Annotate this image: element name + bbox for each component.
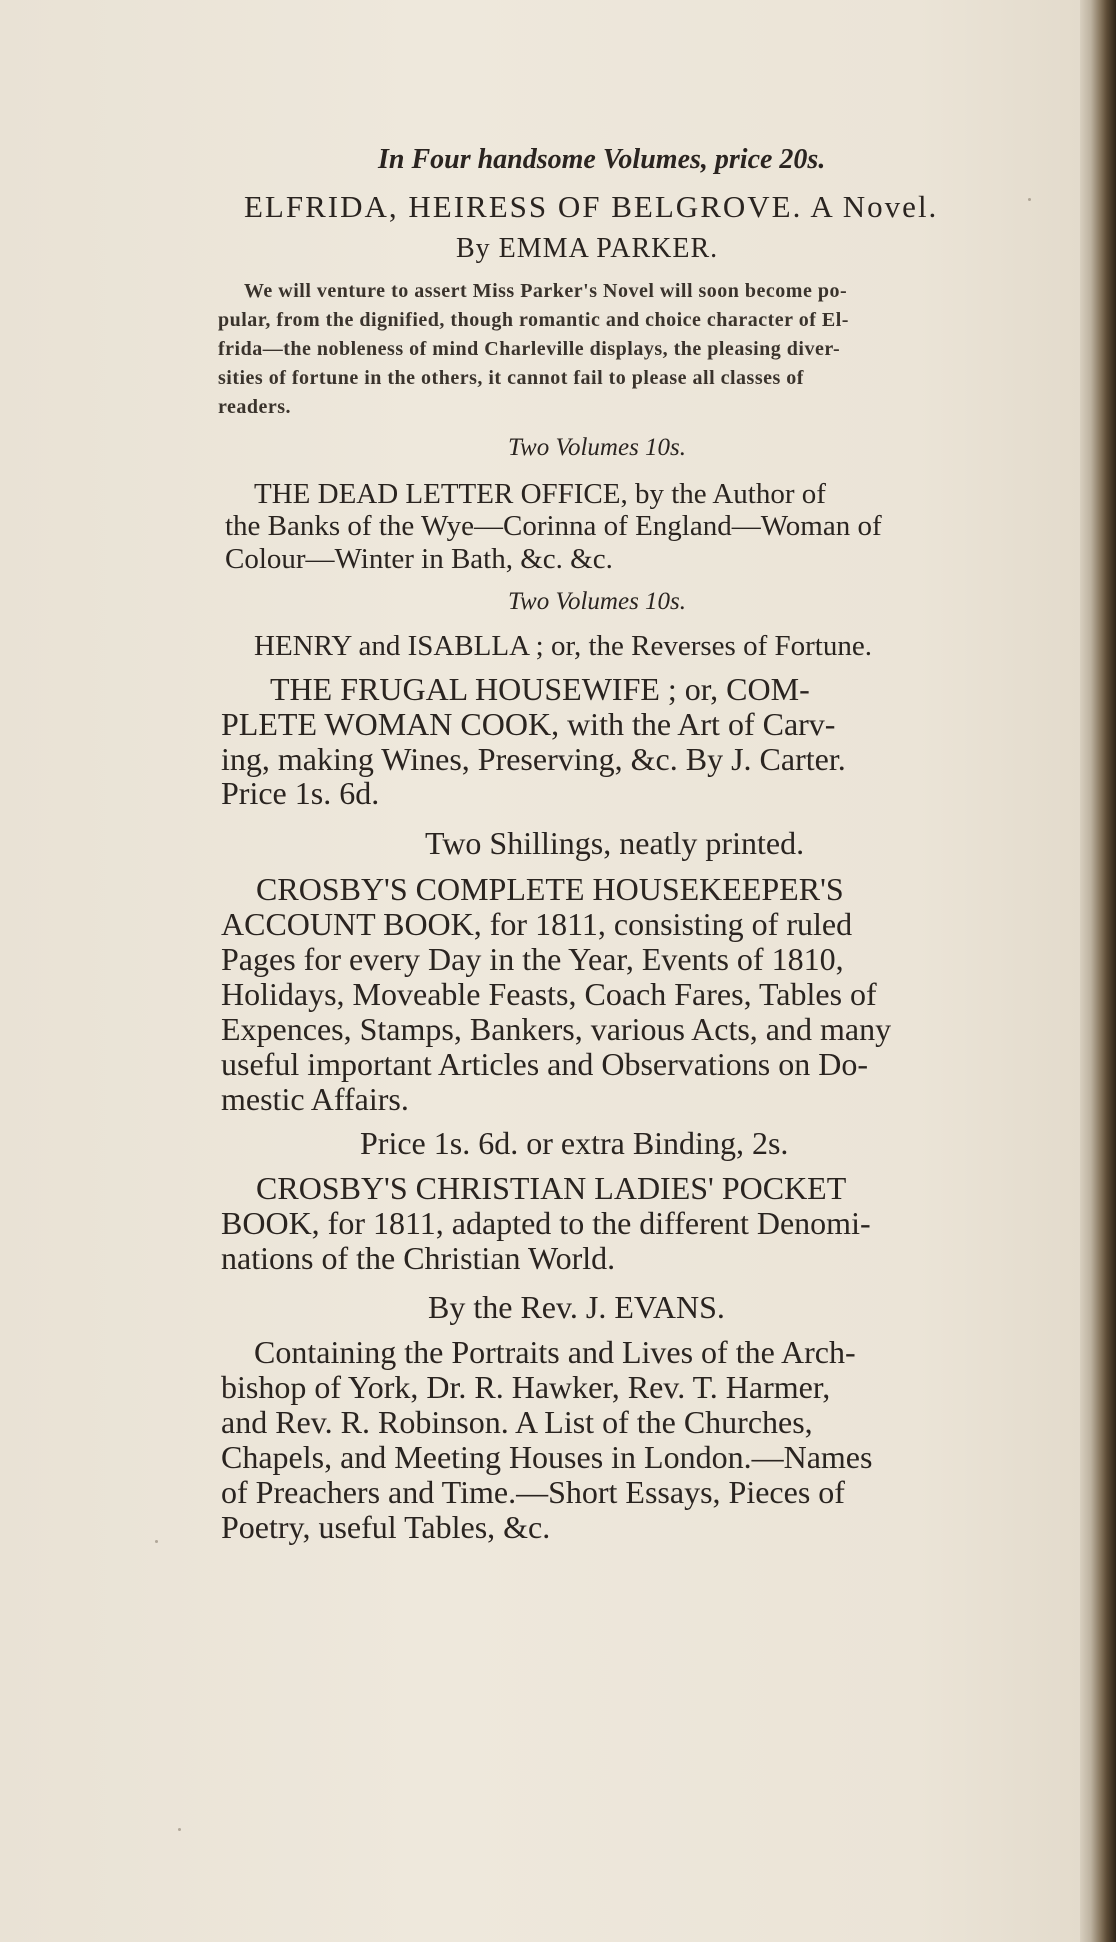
- paper-speck: [1028, 198, 1031, 201]
- paper-speck: [178, 1828, 181, 1831]
- book-description: and Rev. R. Robinson. A List of the Churches,: [221, 1404, 813, 1440]
- volumes-price-heading: In Four handsome Volumes, price 20s.: [378, 144, 826, 175]
- author-line: By the Rev. J. EVANS.: [428, 1289, 725, 1325]
- book-title: HENRY and ISABLLA ; or, the Reverses of Fortune.: [254, 630, 872, 662]
- book-description: ing, making Wines, Preserving, &c. By J. Carter.: [221, 741, 846, 777]
- book-description: BOOK, for 1811, adapted to the different Denomi-: [221, 1205, 871, 1241]
- book-description: bishop of York, Dr. R. Hawker, Rev. T. Harmer,: [221, 1369, 831, 1405]
- volumes-price-heading: Two Volumes 10s.: [508, 434, 687, 461]
- book-title: THE DEAD LETTER OFFICE, by the Author of: [254, 478, 826, 510]
- book-description: nations of the Christian World.: [221, 1240, 616, 1276]
- book-description: ACCOUNT BOOK, for 1811, consisting of ruled: [221, 906, 853, 942]
- price-heading: Price 1s. 6d. or extra Binding, 2s.: [360, 1125, 789, 1161]
- book-title: ELFRIDA, HEIRESS OF BELGROVE. A Novel.: [244, 189, 939, 224]
- paper-speck: [155, 1540, 158, 1543]
- book-description: Holidays, Moveable Feasts, Coach Fares, Tables of: [221, 976, 877, 1012]
- book-description: useful important Articles and Observations on Do-: [221, 1046, 868, 1082]
- book-title: THE FRUGAL HOUSEWIFE ; or, COM-: [270, 671, 810, 707]
- book-description: Expences, Stamps, Bankers, various Acts, and many: [221, 1011, 892, 1047]
- book-description: the Banks of the Wye—Corinna of England—Woman of: [225, 510, 882, 542]
- book-description: Poetry, useful Tables, &c.: [221, 1509, 551, 1545]
- review-line: frida—the nobleness of mind Charleville displays, the pleasing diver-: [218, 338, 841, 360]
- book-description: Colour—Winter in Bath, &c. &c.: [225, 543, 613, 575]
- author-line: By EMMA PARKER.: [456, 233, 719, 264]
- review-line: readers.: [218, 396, 292, 418]
- volumes-price-heading: Two Volumes 10s.: [508, 588, 687, 615]
- book-description: Containing the Portraits and Lives of the Arch-: [254, 1334, 856, 1370]
- page-edge: [1080, 0, 1116, 1942]
- price-heading: Two Shillings, neatly printed.: [425, 825, 805, 861]
- review-line: pular, from the dignified, though romantic and choice character of El-: [218, 309, 849, 331]
- review-line: sities of fortune in the others, it cannot fail to please all classes of: [218, 367, 804, 389]
- book-description: of Preachers and Time.—Short Essays, Pieces of: [221, 1474, 845, 1510]
- review-line: We will venture to assert Miss Parker's Novel will soon become po-: [244, 280, 848, 302]
- book-description: PLETE WOMAN COOK, with the Art of Carv-: [221, 706, 836, 742]
- book-title: CROSBY'S COMPLETE HOUSEKEEPER'S: [256, 871, 844, 907]
- book-price: Price 1s. 6d.: [221, 775, 380, 811]
- book-description: mestic Affairs.: [221, 1081, 409, 1117]
- book-description: Pages for every Day in the Year, Events of 1810,: [221, 941, 844, 977]
- book-title: CROSBY'S CHRISTIAN LADIES' POCKET: [256, 1170, 847, 1206]
- book-description: Chapels, and Meeting Houses in London.—Names: [221, 1439, 873, 1475]
